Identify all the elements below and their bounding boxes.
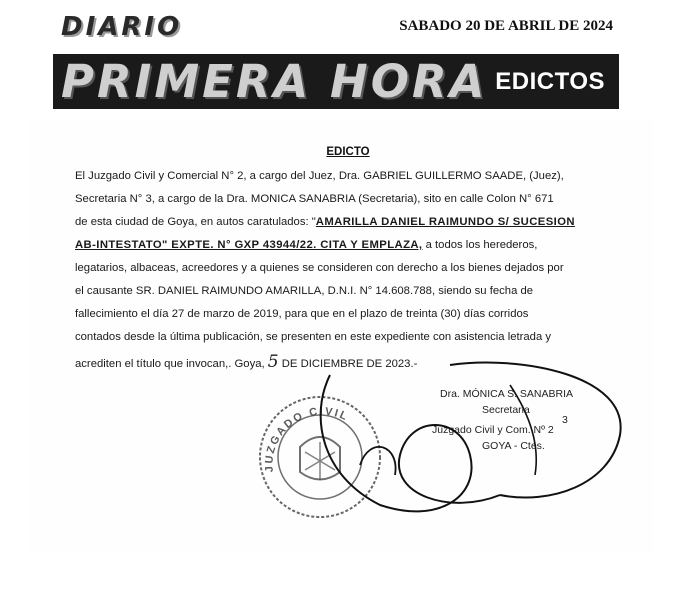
- body-line: Secretaria N° 3, a cargo de la Dra. MONICA SANABRIA (Secretaria), sito en calle Colon N° 671: [75, 193, 554, 205]
- body-line: El Juzgado Civil y Comercial N° 2, a cargo del Juez, Dra. GABRIEL GUILLERMO SAADE, (Juez),: [75, 170, 564, 182]
- section-label-box: [489, 62, 611, 102]
- case-title-part-2: AB-INTESTATO" EXPTE. N° GXP 43944/22. CITA Y EMPLAZA,: [75, 239, 423, 251]
- masthead-bar: [53, 54, 619, 109]
- body-line-text: a todos los herederos,: [422, 239, 538, 251]
- handwritten-signature: [300, 355, 640, 525]
- section-label: EDICTOS: [495, 68, 605, 95]
- body-line: legatarios, albaceas, acreedores y a quienes se consideren con derecho a los bienes dejados por: [75, 262, 564, 274]
- body-line: fallecimiento el día 27 de marzo de 2019, para que en el plazo de treinta (30) días corridos: [75, 308, 529, 320]
- signer-role: Secretaria: [482, 404, 530, 416]
- body-line-text: de esta ciudad de Goya, en autos caratulados: ": [75, 216, 316, 228]
- document-title: EDICTO: [326, 146, 370, 158]
- signer-name: Dra. MÓNICA S. SANABRIA: [440, 388, 574, 400]
- newspaper-name-diario: DIARIO: [61, 12, 183, 42]
- seal-text: JUZGADO CIVIL: [263, 405, 351, 473]
- signer-number: 3: [562, 414, 568, 426]
- newspaper-masthead: [53, 8, 619, 109]
- body-line: [75, 216, 575, 232]
- publication-date: SABADO 20 DE ABRIL DE 2024: [399, 18, 613, 34]
- signer-court: Juzgado Civil y Com. Nº 2: [432, 424, 554, 436]
- body-line: contados desde la última publicación, se presenten en este expediente con asistencia letrada y: [75, 331, 552, 343]
- body-line-text: DE DICIEMBRE DE 2023.-: [278, 358, 418, 370]
- body-line: el causante SR. DANIEL RAIMUNDO AMARILLA, D.N.I. N° 14.608.788, siendo su fecha de: [75, 285, 534, 297]
- case-title-part-1: AMARILLA DANIEL RAIMUNDO S/ SUCESION: [315, 216, 575, 228]
- body-line: [75, 239, 537, 255]
- masthead-top-row: [53, 8, 619, 56]
- signer-city: GOYA - Ctes.: [482, 440, 545, 452]
- newspaper-name-primera-hora: PRIMERA HORA: [61, 55, 488, 108]
- body-line-text: acrediten el título que invocan,. Goya,: [75, 358, 268, 370]
- handwritten-day: 5: [267, 352, 279, 372]
